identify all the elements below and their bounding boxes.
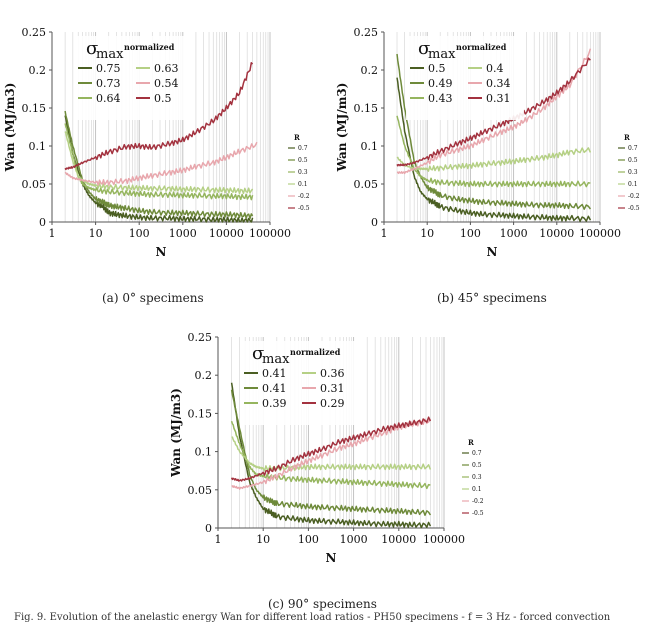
y-tick-label: 0.1 bbox=[28, 140, 46, 153]
legend-r-label: 0.1 bbox=[628, 181, 638, 188]
legend-entry-label: 0.63 bbox=[154, 62, 179, 75]
legend-r-label: -0.5 bbox=[628, 205, 640, 212]
y-tick-label: 0.2 bbox=[194, 369, 212, 383]
x-tick-label: 10 bbox=[88, 227, 103, 240]
y-tick-label: 0 bbox=[205, 522, 212, 535]
legend-entry-label: 0.41 bbox=[262, 367, 287, 380]
legend-entry-label: 0.73 bbox=[96, 77, 121, 90]
x-tick-label: 1000 bbox=[339, 533, 368, 546]
legend-r bbox=[618, 133, 640, 212]
legend-main bbox=[406, 36, 524, 120]
legend-r-label: 0.3 bbox=[472, 474, 482, 481]
x-axis-label: N bbox=[155, 245, 167, 259]
legend-entry-label: 0.4 bbox=[486, 62, 504, 75]
y-tick-label: 0.1 bbox=[194, 445, 212, 459]
y-tick-label: 0 bbox=[39, 216, 46, 229]
legend-r-label: 0.1 bbox=[298, 181, 308, 188]
legend-entry-label: 0.31 bbox=[320, 382, 345, 395]
x-axis-label: N bbox=[486, 245, 498, 259]
y-tick-label: 0.15 bbox=[353, 102, 378, 115]
x-tick-label: 1 bbox=[380, 227, 388, 240]
legend-r-label: -0.2 bbox=[628, 193, 640, 200]
legend-main bbox=[74, 36, 192, 120]
legend-entry-label: 0.75 bbox=[96, 62, 121, 75]
caption-c: (c) 90° specimens bbox=[268, 597, 377, 611]
legend-entry-label: 0.64 bbox=[96, 92, 121, 105]
x-tick-label: 1000 bbox=[499, 227, 528, 240]
x-tick-label: 10000 bbox=[208, 227, 244, 240]
legend-entry-label: 0.29 bbox=[320, 397, 345, 410]
legend-entry-label: 0.5 bbox=[428, 62, 446, 75]
x-tick-label: 100000 bbox=[579, 227, 621, 240]
y-tick-label: 0.15 bbox=[21, 102, 46, 115]
y-tick-label: 0.05 bbox=[21, 178, 46, 191]
legend-r-label: 0.5 bbox=[628, 157, 638, 164]
legend-entry-label: 0.43 bbox=[428, 92, 453, 105]
x-tick-label: 100 bbox=[128, 227, 150, 240]
x-tick-label: 1000 bbox=[168, 227, 197, 240]
legend-r-label: -0.2 bbox=[472, 498, 484, 505]
legend-r bbox=[288, 133, 310, 212]
y-tick-label: 0.2 bbox=[360, 64, 378, 77]
x-tick-label: 100 bbox=[459, 227, 481, 240]
legend-title-max: max bbox=[428, 47, 456, 62]
y-tick-label: 0 bbox=[371, 216, 378, 229]
legend-r-label: 0.3 bbox=[298, 169, 308, 176]
legend-entry-label: 0.39 bbox=[262, 397, 287, 410]
series-line bbox=[397, 148, 590, 171]
legend-r-label: 0.5 bbox=[298, 157, 308, 164]
caption-b: (b) 45° specimens bbox=[437, 291, 547, 305]
y-axis-label: Wan (MJ/m3) bbox=[169, 388, 183, 477]
y-tick-label: 0.05 bbox=[353, 178, 378, 191]
legend-r-title: R bbox=[294, 133, 300, 142]
legend-title-normalized: normalized bbox=[124, 42, 175, 52]
legend-entry-label: 0.49 bbox=[428, 77, 453, 90]
figure-footer: Fig. 9. Evolution of the anelastic energy Wan for different load ratios - PH50 specimens - f = 3 Hz - forced convection bbox=[14, 612, 611, 623]
y-tick-label: 0.05 bbox=[187, 483, 212, 497]
x-tick-label: 100000 bbox=[423, 533, 465, 546]
chart-panel-a bbox=[3, 26, 310, 259]
legend-title-sigma: σ bbox=[252, 343, 265, 364]
legend-title-max: max bbox=[262, 352, 290, 367]
y-axis-label: Wan (MJ/m3) bbox=[335, 82, 349, 172]
legend-r-label: 0.5 bbox=[472, 462, 482, 469]
legend-title-normalized: normalized bbox=[456, 42, 507, 52]
x-axis-label: N bbox=[325, 551, 337, 565]
x-tick-label: 1 bbox=[214, 533, 222, 546]
legend-entry-label: 0.31 bbox=[486, 92, 511, 105]
y-tick-label: 0.1 bbox=[360, 140, 378, 153]
x-tick-label: 10 bbox=[420, 227, 435, 240]
legend-title-sigma: σ bbox=[86, 38, 99, 59]
x-tick-label: 10 bbox=[256, 533, 271, 546]
legend-main bbox=[240, 341, 358, 425]
legend-title-normalized: normalized bbox=[290, 347, 341, 357]
caption-a: (a) 0° specimens bbox=[102, 291, 204, 305]
legend-title-max: max bbox=[96, 47, 124, 62]
legend-r-label: 0.1 bbox=[472, 486, 482, 493]
legend-r-label: 0.3 bbox=[628, 169, 638, 176]
chart-panel-b bbox=[335, 26, 640, 259]
x-tick-label: 1 bbox=[48, 227, 56, 240]
x-tick-label: 100 bbox=[297, 533, 319, 546]
y-tick-label: 0.25 bbox=[21, 26, 46, 39]
legend-entry-label: 0.5 bbox=[154, 92, 172, 105]
legend-r-title: R bbox=[624, 133, 630, 142]
y-tick-label: 0.25 bbox=[187, 331, 212, 344]
legend-r-label: -0.5 bbox=[472, 510, 484, 517]
y-tick-label: 0.15 bbox=[187, 407, 212, 421]
legend-r-label: 0.7 bbox=[628, 145, 638, 152]
x-tick-label: 10000 bbox=[539, 227, 575, 240]
legend-r-title: R bbox=[468, 438, 474, 447]
legend-r-label: -0.2 bbox=[298, 193, 310, 200]
x-tick-label: 100000 bbox=[249, 227, 291, 240]
legend-entry-label: 0.41 bbox=[262, 382, 287, 395]
legend-entry-label: 0.54 bbox=[154, 77, 179, 90]
legend-title-sigma: σ bbox=[418, 38, 431, 59]
legend-r bbox=[462, 438, 484, 517]
y-axis-label: Wan (MJ/m3) bbox=[3, 82, 17, 172]
y-tick-label: 0.25 bbox=[353, 26, 378, 39]
legend-r-label: 0.7 bbox=[298, 145, 308, 152]
y-tick-label: 0.2 bbox=[28, 64, 46, 77]
legend-entry-label: 0.34 bbox=[486, 77, 511, 90]
legend-entry-label: 0.36 bbox=[320, 367, 345, 380]
x-tick-label: 10000 bbox=[381, 533, 417, 546]
chart-panel-c bbox=[169, 331, 484, 565]
legend-r-label: -0.5 bbox=[298, 205, 310, 212]
legend-r-label: 0.7 bbox=[472, 450, 482, 457]
